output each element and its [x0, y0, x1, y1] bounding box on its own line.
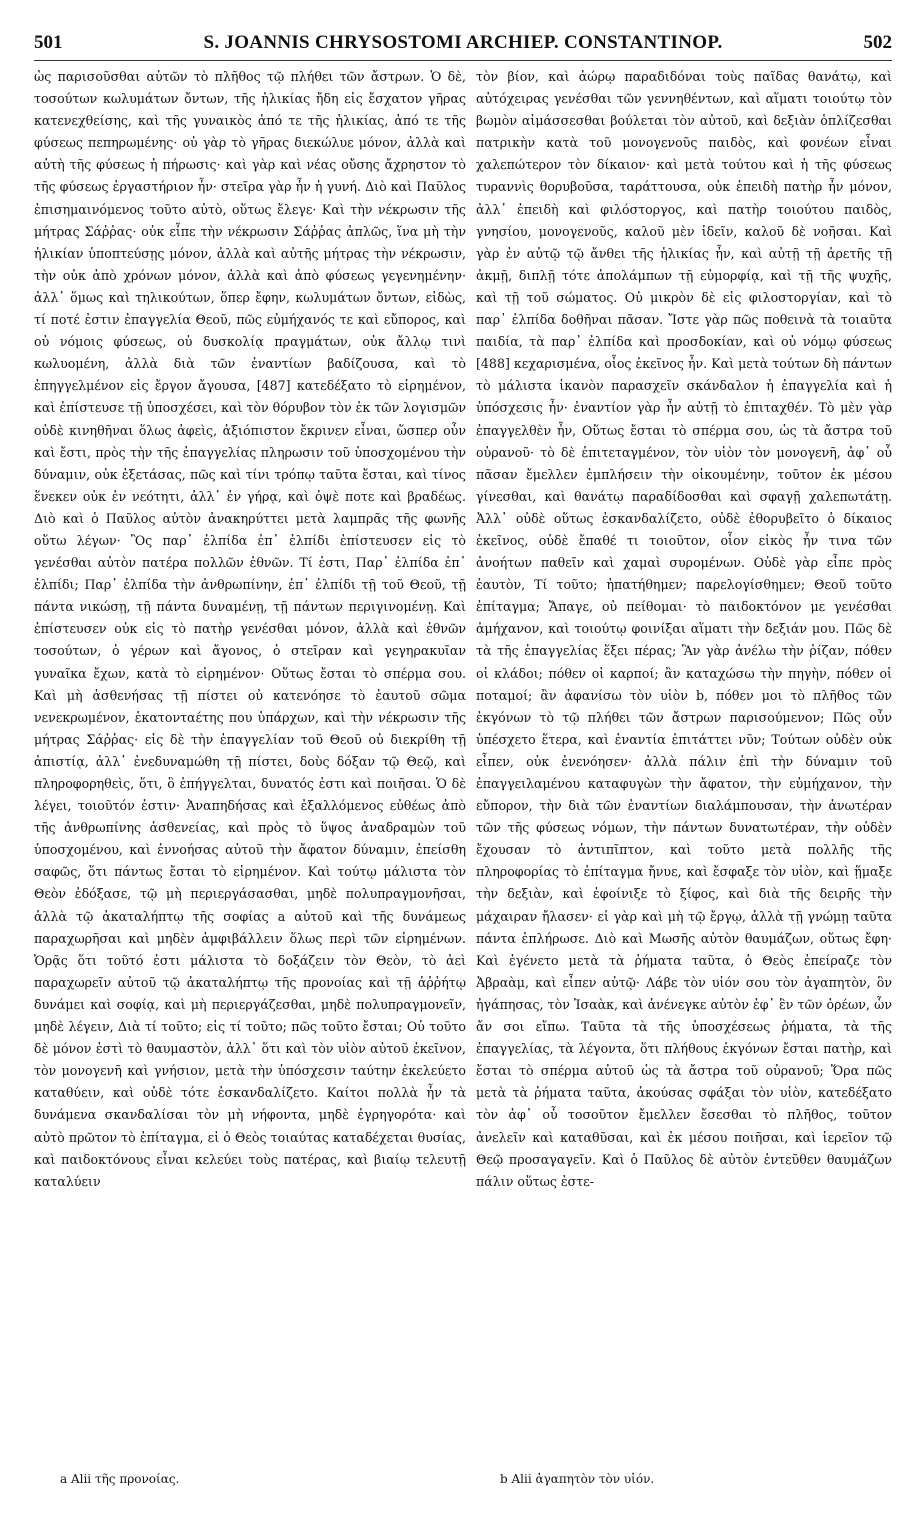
- text-column-left: [34, 66, 466, 1461]
- column-text-left: ὡς παρισοῦσθαι αὐτῶν τὸ πλῆθος τῷ πλήθει τῶν ἄστρων. Ὁ δὲ, τοσούτων κωλυμάτων ὄντων, τῆς ἡλικίας ἤδη εἰς ἔσχατον γῆρας κατενεχθείσης, καὶ τῆς γυναικὸς ἀπό τε τῆς ἡλικίας, ἀπό τε τῆς φύσεως πεπηρωμένης· οὐ γὰρ τὸ γῆρας διεκώλυε μόνον, ἀλλὰ καὶ αὐτὴ τῆς φύσεως ἡ πήρωσις· καὶ γὰρ καὶ νέας οὔσης ἄχρηστον τὸ τῆς φύσεως ἐργαστήριον ἦν· στεῖρα γὰρ ἦν ἡ γυνή. Διὸ καὶ Παῦλος ἐπισημαινόμενος τοῦτο αὐτὸ, οὕτως ἔλεγε· Καὶ τὴν νέκρωσιν τῆς μήτρας Σάῤῥας· οὐκ εἶπε τὴν νέκρωσιν Σάῤῥας ἁπλῶς, ἵνα μὴ τὴν ἡλικίαν ὑποπτεύσῃς μόνον, ἀλλὰ καὶ αὐτῆς μήτρας τὴν νέκρωσιν, τὴν οὐκ ἀπὸ χρόνων μόνον, ἀλλὰ καὶ ἀπὸ φύσεως γεγενημένην· ἀλλ᾽ ὅμως καὶ τηλικούτων, ὅπερ ἔφην, κωλυμάτων ὄντων, εἰδὼς, τί ποτέ ἐστιν ἐπαγγελία Θεοῦ, πῶς εὐμήχανός τε καὶ εὔπορος, καὶ οὐ νόμοις φύσεως, οὐ δυσκολίᾳ πραγμάτων, οὐκ ἄλλῳ τινὶ κωλυομένη, ἀλλὰ διὰ τῶν ἐναντίων βαδίζουσα, καὶ τὸ ἐπηγγελμένον εἰς ἔργον ἄγουσα, [487] κατεδέξατο τὸ εἰρημένον, καὶ ἐπίστευσε τῇ ὑποσχέσει, καὶ τὸν θόρυβον τὸν ἐκ τῶν λογισμῶν οὐδὲ κινηθῆναι ὅλως ἀφεὶς, ἀξιόπιστον ἔκρινεν εἶναι, ὥσπερ οὖν καὶ ἔστι, πρὸς τὴν τῆς ἐπαγγελίας πληρωσιν τοῦ ὑποσχομένου τὴν δύναμιν, οὐκ ἐξετάσας, πῶς καὶ τίνι τρόπῳ ταῦτα ἔσται, καὶ τίνος ἕνεκεν οὐκ ἐν νεότητι, ἀλλ᾽ ἐν γήρᾳ, καὶ ὀψὲ ποτε καὶ βραδέως. Διὸ καὶ ὁ Παῦλος αὐτὸν ἀνακηρύττει μετὰ λαμπρᾶς τῆς φωνῆς οὕτω λέγων· Ὃς παρ᾽ ἐλπίδα ἐπ᾽ ἐλπίδι ἐπίστευσεν εἰς τὸ γενέσθαι αὐτὸν πατέρα πολλῶν ἐθνῶν. Τί ἐστι, Παρ᾽ ἐλπίδα ἐπ᾽ ἐλπίδι; Παρ᾽ ἐλπίδα τὴν ἀνθρωπίνην, ἐπ᾽ ἐλπίδι τῇ τοῦ Θεοῦ, τῇ πάντα νικώσῃ, τῇ πάντα δυναμένῃ, τῇ πάντων περιγινομένῃ. Καὶ ἐπίστευσεν οὐκ εἰς τὸ πατὴρ γενέσθαι μόνον, ἀλλὰ καὶ ἐθνῶν τοσούτων, ὁ γέρων καὶ ἄγονος, ὁ στεῖραν καὶ γεγηρακυῖαν γυναῖκα ἔχων, κατὰ τὸ εἰρημένον· Οὕτως ἔσται τὸ σπέρμα σου. Καὶ μὴ ἀσθενήσας τῇ πίστει οὐ κατενόησε τὸ ἑαυτοῦ σῶμα νενεκρωμένον, ἑκατονταέτης που ὑπάρχων, καὶ τὴν νέκρωσιν τῆς μήτρας Σάῤῥας· εἰς δὲ τὴν ἐπαγγελίαν τοῦ Θεοῦ οὐ διεκρίθη τῇ ἀπιστίᾳ, ἀλλ᾽ ἐνεδυναμώθη τῇ πίστει, δοὺς δόξαν τῷ Θεῷ, καὶ πληροφορηθεὶς, ὅτι, ὃ ἐπήγγελται, δυνατός ἐστι καὶ ποιῆσαι. Ὁ δὲ λέγει, τοιοῦτόν ἐστιν· Ἀναπηδήσας καὶ ἐξαλλόμενος εὐθέως ἀπὸ τῆς ἀνθρωπίνης ἀσθενείας, καὶ πρὸς τὸ ὕψος ἀναδραμὼν τοῦ ὑποσχομένου, καὶ ἐννοήσας αὐτοῦ τὴν ἄφατον δύναμιν, ἐπείσθη σαφῶς, ὅτι πάντως ἔσται τὸ εἰρημένον. Καὶ τούτῳ μάλιστα τὸν Θεὸν ἐδόξασε, τῷ μὴ περιεργάσασθαι, μηδὲ πολυπραγμονῆσαι, ἀλλὰ τῷ ἀκαταλήπτῳ τῆς σοφίας a αὐτοῦ καὶ τῆς δυνάμεως παραχωρῆσαι καὶ μηδὲν ἀμφιβάλλειν ὅλως περὶ τῶν εἰρημένων. Ὁρᾷς ὅτι τοῦτό ἐστι μάλιστα τὸ δοξάζειν τὸν Θεὸν, τὸ ἀεὶ παραχωρεῖν αὐτοῦ τῷ ἀκαταλήπτῳ τῆς προνοίας καὶ τῇ ἀῤῥήτῳ δυνάμει καὶ σοφίᾳ, καὶ μὴ περιεργάζεσθαι, μηδὲ πολυπραγμονεῖν, μηδὲ λέγειν, Διὰ τί τοῦτο; εἰς τί τοῦτο; πῶς τοῦτο ἔσται; Οὐ τοῦτο δὲ μόνον ἐστὶ τὸ θαυμαστὸν, ἀλλ᾽ ὅτι καὶ τὸν υἱὸν αὐτοῦ ἐκεῖνον, τὸν μονογενῆ καὶ γνήσιον, μετὰ τὴν ὑπόσχεσιν ταύτην ἐκελεύετο καταθύειν, καὶ οὐδὲ τότε ἐσκανδαλίζετο. Καίτοι πολλὰ ἦν τὰ δυνάμενα σκανδαλίσαι τὸν μὴ νήφοντα, μηδὲ ἐγρηγορότα· καὶ αὐτὸ πρῶτον τὸ ἐπίταγμα, εἰ ὁ Θεὸς τοιαύτας καταδέχεται θυσίας, καὶ παιδοκτόνους εἶναι κελεύει τοὺς πατέρας, καὶ βιαίῳ τελευτῇ καταλύειν: [34, 69, 466, 1189]
- footnote-a: a Alii τῆς προνοίας.: [60, 1472, 180, 1486]
- running-title: S. JOANNIS CHRYSOSTOMI ARCHIEP. CONSTANTINOP.: [203, 32, 723, 53]
- page-number-left: 501: [34, 32, 63, 53]
- page-number-right: 502: [863, 32, 892, 53]
- header-rule: [34, 60, 892, 61]
- footnote-b: b Alii ἀγαπητὸν τὸν υἱόν.: [500, 1472, 655, 1486]
- column-text-right: τὸν βίον, καὶ ἀώρῳ παραδιδόναι τοὺς παῖδας θανάτῳ, καὶ αὐτόχειρας γενέσθαι τῶν γεννηθέντων, καὶ αἵματι τοιούτῳ τὸν βωμὸν αἱμάσσεσθαι βούλεται τὸν αὐτοῦ, καὶ δεξιὰν ὁπλίζεσθαι πατρικὴν κατὰ τοῦ μονογενοῦς παιδὸς, καὶ φονέων εἶναι χαλεπώτερον τὸν δίκαιον· καὶ μετὰ τούτου καὶ ἡ τῆς φύσεως τυραννὶς θορυβοῦσα, ταράττουσα, οὐκ ἐπειδὴ πατὴρ ἦν μόνον, ἀλλ᾽ ἐπειδὴ καὶ φιλόστοργος, καὶ πατὴρ τοιούτου παιδὸς, γνησίου, μονογενοῦς, καλοῦ μὲν ἰδεῖν, καλοῦ δὲ νοῆσαι. Καὶ γὰρ ἐν αὐτῷ τῷ ἄνθει τῆς ἡλικίας ἦν, καὶ αὐτῇ τῇ ἀρετῆς τῇ ἀκμῇ, διπλῇ τότε ἀπολάμπων τῇ εὐμορφίᾳ, καὶ τῇ τῆς ψυχῆς, καὶ τῇ τοῦ σώματος. Οὐ μικρὸν δὲ εἰς φιλοστοργίαν, καὶ τὸ παρ᾽ ἐλπίδα δοθῆναι πᾶσαν. Ἴστε γὰρ πῶς ποθεινὰ τὰ τοιαῦτα παιδία, τὰ παρ᾽ ἐλπίδα καὶ προσδοκίαν, καὶ οὐ νόμῳ φύσεως [488] κεχαρισμένα, οἷος ἐκεῖνος ἦν. Καὶ μετὰ τούτων δὴ πάντων τὸ μάλιστα ἱκανὸν παρασχεῖν σκάνδαλον ἡ ἐπαγγελία καὶ ἡ ὑπόσχεσις ἦν· ἐναντίον γὰρ ἦν αὐτῇ τὸ ἐπιταχθέν. Τὸ μὲν γὰρ ἐπαγγελθὲν ἦν, Οὕτως ἔσται τὸ σπέρμα σου, ὡς τὰ ἄστρα τοῦ οὐρανοῦ· τὸ δὲ ἐπιτεταγμένον, τὸν υἱὸν τὸν μονογενῆ, ἀφ᾽ οὗ πᾶσαν ἔμελλεν ἐμπλήσειν τὴν οἰκουμένην, τοῦτον ἐκ μέσου γίνεσθαι, καὶ θανάτῳ παραδίδοσθαι καὶ σφαγῇ χαλεπωτάτῃ. Ἀλλ᾽ οὐδὲ οὕτως ἐσκανδαλίζετο, οὐδὲ ἐθορυβεῖτο ὁ δίκαιος ἐκεῖνος, οὐδὲ ἔπαθέ τι τοιοῦτον, οἷον εἰκὸς ἦν τινα τῶν ἀνοήτων παθεῖν καὶ χαμαὶ συρομένων. Οὐδὲ γὰρ εἶπε πρὸς ἑαυτὸν, Τί τοῦτο; ἠπατήθημεν; παρελογίσθημεν; Θεοῦ τοῦτο ἐπίταγμα; Ἄπαγε, οὐ πείθομαι· τὸ παιδοκτόνον με γενέσθαι ἀμήχανον, καὶ τοιούτῳ φοινίξαι αἵματι τὴν δεξιάν μου. Πῶς δὲ τὰ τῆς ἐπαγγελίας ἕξει πέρας; Ἂν γὰρ ἀνέλω τὴν ῥίζαν, πόθεν οἱ κλάδοι; πόθεν οἱ καρποί; ἂν καταχώσω τὴν πηγὴν, πόθεν οἱ ποταμοί; ἂν ἀφανίσω τὸν υἱὸν b, πόθεν μοι τὸ πλῆθος τῶν ἐκγόνων τὸ τῷ πλήθει τῶν ἄστρων παρισούμενον; Πῶς οὖν ὑπέσχετο ἕτερα, καὶ ἐναντία ἐπιτάττει νῦν; Τούτων οὐδὲν οὐκ εἶπεν, οὐκ ἐνενόησεν· ἀλλὰ πάλιν ἐπὶ τὴν δύναμιν τοῦ ἐπαγγειλαμένου καταφυγὼν τὴν ἄφατον, τὴν εὐμήχανον, τὴν εὔπορον, τὴν διὰ τῶν ἐναντίων διαλάμπουσαν, τὴν ἀνωτέραν τῶν τῆς φύσεως νόμων, τὴν πάντων δυνατωτέραν, τὴν οὐδὲν ἔχουσαν τὸ ἀντιπῖπτον, καὶ τοῦτο μετὰ πολλῆς τῆς πληροφορίας τὸ ἐπίταγμα ἤνυε, καὶ ἔσφαξε τὸν υἱὸν, καὶ ᾕμαξε τὴν δεξιὰν, καὶ ἐφοίνιξε τὸ ξίφος, καὶ διὰ τῆς δειρῆς τὴν μάχαιραν ἤλασεν· εἰ γὰρ καὶ μὴ τῷ ἔργῳ, ἀλλὰ τῇ γνώμῃ ταῦτα πάντα ἐπλήρωσε. Διὸ καὶ Μωσῆς αὐτὸν θαυμάζων, οὕτως ἔφη· Καὶ ἐγένετο μετὰ τὰ ῥήματα ταῦτα, ὁ Θεὸς ἐπείραζε τὸν Ἀβραὰμ, καὶ εἶπεν αὐτῷ· Λάβε τὸν υἱόν σου τὸν ἀγαπητὸν, ὃν ἠγάπησας, τὸν Ἰσαὰκ, καὶ ἀνένεγκε αὐτὸν ἐφ᾽ ἓν τῶν ὀρέων, ὧν ἄν σοι εἴπω. Ταῦτα τὰ τῆς ὑποσχέσεως ῥήματα, τὰ τῆς ἐπαγγελίας, τὰ λέγοντα, ὅτι πλήθους ἐκγόνων ἔσται πατὴρ, καὶ ἔσται τὸ σπέρμα αὐτοῦ ὡς τὰ ἄστρα τοῦ οὐρανοῦ; Ὅρα πῶς μετὰ τὰ ῥήματα ταῦτα, ἀκούσας σφάξαι τὸν υἱὸν, κατεδέξατο τὸν ἀφ᾽ οὗ τοσοῦτον ἔμελλεν ἔσεσθαι τὸ πλῆθος, τοῦτον ἀνελεῖν καὶ καταθῦσαι, καὶ ἐκ μέσου ποιῆσαι, καὶ ἱερεῖον τῷ Θεῷ προσαγαγεῖν. Καὶ ὁ Παῦλος δὲ αὐτὸν ἐντεῦθεν θαυμάζων πάλιν οὕτως ἐστε-: [476, 69, 892, 1189]
- text-column-right: [476, 66, 892, 1461]
- running-header: [34, 32, 892, 58]
